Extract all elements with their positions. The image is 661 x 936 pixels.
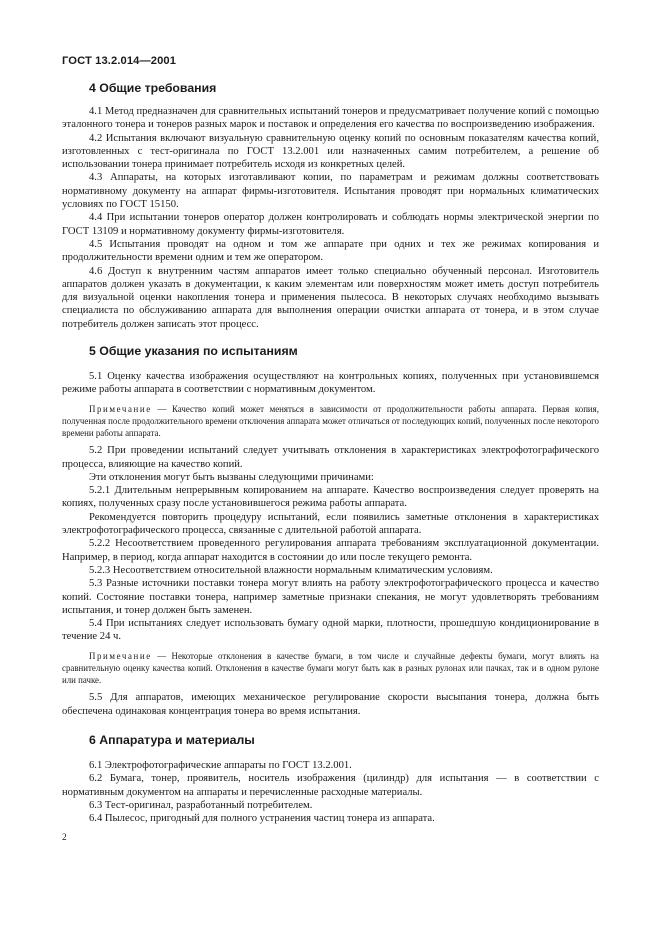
paragraph-5-2-1: 5.2.1 Длительным непрерывным копированием на аппарате. Качество воспроизведения следует проверять на копиях, полученных сразу после установившегося режима работы аппарата.	[62, 485, 599, 510]
paragraph-5-4: 5.4 При испытаниях следует использовать бумагу одной марки, плотности, прошедшую кондиционирование в течение 24 ч.	[62, 618, 599, 643]
paragraph-5-2-2: 5.2.2 Несоответствием проведенного регулирования аппарата требованиям эксплуатационной документации. Например, в период, когда аппарат находится в состоянии до или после текущего ремонта.	[62, 538, 599, 563]
section-heading: 5 Общие указания по испытаниям	[89, 344, 298, 359]
document-body	[62, 80, 599, 825]
note	[62, 403, 599, 440]
section-5	[62, 343, 599, 718]
paragraph-6-4: 6.4 Пылесос, пригодный для полного устранения частиц тонера из аппарата.	[89, 813, 435, 825]
paragraph-6-3: 6.3 Тест-оригинал, разработанный потребителем.	[89, 799, 313, 811]
paragraph-4-2: 4.2 Испытания включают визуальную сравнительную оценку копий по основным показателям качества копий, изготовленных с тест-оригинала по ГОСТ 13.2.001 или назначенных самим потребителем, а решение об использовании тонера принимает потребитель исходя из конкретных целей.	[62, 132, 599, 171]
paragraph-5-5: 5.5 Для аппаратов, имеющих механическое регулирование скорости высыпания тонера, должна быть обеспечена одинаковая концентрация тонера во время испытания.	[62, 692, 599, 717]
note-text: — Некоторые отклонения в качестве бумаги, в том числе и случайные дефекты бумаги, могут влиять на сравнительную оценку качества копий. Отклонения в качестве бумаги могут быть как в разных рулонах или пачках, так и в одном рулоне или пачке.	[62, 650, 599, 686]
paragraph-5-1: 5.1 Оценку качества изображения осуществляют на контрольных копиях, полученных при установившемся режиме работы аппарата в соответствии с нормативным документом.	[62, 371, 599, 396]
paragraph-4-5: 4.5 Испытания проводят на одном и том же аппарате при одних и тех же режимах копирования и продолжительности времени одним и тем же оператором.	[62, 238, 599, 264]
paragraph-5-2-1-recommendation: Рекомендуется повторить процедуру испытаний, если появились заметные отклонения в характеристиках электрофотографического процесса, связанные с длительной работой аппарата.	[62, 511, 599, 537]
note-label: Примечание	[89, 403, 152, 414]
paragraph-6-2: 6.2 Бумага, тонер, проявитель, носитель изображения (цилиндр) для испытания — в соответствии с нормативным документом на аппараты и перечисленные расходные материалы.	[62, 773, 599, 798]
section-heading: 6 Аппаратура и материалы	[89, 732, 255, 747]
paragraph-5-2-3: 5.2.3 Несоответствием относительной влажности нормальным климатическим условиям.	[89, 564, 493, 576]
paragraph-4-6: 4.6 Доступ к внутренним частям аппаратов имеет только специально обученный персонал. Изготовитель аппаратов должен указать в документации, к каким элементам или поверхностям может иметь доступ потребитель для визуальной оценки накопления тонера и применения пылесоса. В некоторых случаях необходимо вызывать специалиста по обслуживанию аппарата для выполнения операции очистки аппарата от тонера, и в этом случае потребитель должен записать этот процесс.	[62, 265, 599, 330]
paragraph-4-3: 4.3 Аппараты, на которых изготавливают копии, по параметрам и режимам должны соответствовать нормативному документу на аппарат фирмы-изготовителя. Испытания проводят при нормальных климатических условиях по ГОСТ 15150.	[62, 172, 599, 211]
document-code-header: ГОСТ 13.2.014—2001	[62, 55, 177, 67]
section-6	[62, 732, 599, 825]
note	[62, 650, 599, 687]
paragraph-5-3: 5.3 Разные источники поставки тонера могут влиять на работу электрофотографического процесса и качество копий. Состояние поставки тонера, например заметные признаки спекания, не могут удовлетворять требованиям испытания, и тонер должен быть заменен.	[62, 578, 599, 616]
note-text: — Качество копий может меняться в зависимости от продолжительности работы аппарата. Первая копия, полученная после продолжительного времени отключения аппарата может отличаться от последующих копий, полученных после некоторого времени работы аппарата.	[62, 403, 599, 439]
page-number: 2	[62, 833, 67, 843]
section-4	[62, 80, 599, 331]
section-heading: 4 Общие требования	[89, 81, 217, 95]
paragraph-4-1: 4.1 Метод предназначен для сравнительных испытаний тонеров и предусматривает получение копий с помощью эталонного тонера и тонеров разных марок и поставок и определения его качества по воспроизведению изображения.	[62, 106, 599, 131]
paragraph-6-1: 6.1 Электрофотографические аппараты по ГОСТ 13.2.001.	[89, 759, 352, 771]
note-label: Примечание	[89, 650, 152, 661]
paragraph-5-2-intro: Эти отклонения могут быть вызваны следующими причинами:	[89, 471, 374, 483]
paragraph-5-2: 5.2 При проведении испытаний следует учитывать отклонения в характеристиках электрофотографического процесса, влияющие на качество копий.	[62, 445, 599, 470]
paragraph-4-4: 4.4 При испытании тонеров оператор должен контролировать и соблюдать нормы электрической энергии по ГОСТ 13109 и нормативному документу фирмы-изготовителя.	[62, 212, 599, 237]
